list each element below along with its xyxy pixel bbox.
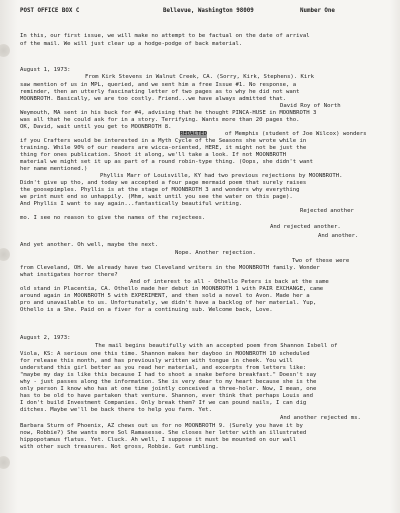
body-line: David Roy of North <box>280 103 341 109</box>
body-line: And of interest to all - Othello Peters is back at the same <box>130 279 329 285</box>
intro-line: In this, our first issue, we will make no attempt to be factual on the date of arrival <box>20 33 310 39</box>
body-line: Viola, KS: A serious one this time. Shannon makes her dayboo in MOONBROTH 10 scheduled <box>20 351 310 357</box>
header-center: Bellevue, Washington 98009 <box>163 8 254 14</box>
body-line: with other such treasures. Not gross, Robbie. Gut rumbling. <box>20 444 219 450</box>
body-line: from Cleveland, OH. We already have two Cleveland writers in the MOONBROTH family. Wonder <box>20 265 320 271</box>
punch-hole <box>0 44 10 57</box>
body-line: And another rejected ms. <box>280 415 361 421</box>
body-line: only person I know who has at one time jointly conceived a three-holer. Now, I mean, one <box>20 386 317 392</box>
redacted-name: REDACTED <box>180 131 207 137</box>
body-line: From Kirk Stevens in Walnut Creek, CA. (Sorry, Kirk, Stephens). Kirk <box>85 74 315 80</box>
body-line: hippopotamus flatus. Yet. Cluck. Ah well, I suppose it must be mounted on our wall <box>20 437 297 443</box>
body-line: Weymouth, MA sent in his buck for #4, advising that he thought PINCA-HUSE in MOONBROTH 3 <box>20 110 317 116</box>
body-line: And another. <box>318 233 359 239</box>
body-line: pro and unavailable to us. Unfortunately, we didn't have a backlog of her material. Yup, <box>20 300 317 306</box>
body-line: OK, David, wait until you get to MOONBROTH 8. <box>20 124 172 130</box>
body-line: And Phyllis I want to say again...fantastically beautiful writing. <box>20 201 243 207</box>
body-line: has to be old to have partaken that venture. Shannon, ever think that perhaps Louis and <box>20 393 313 399</box>
body-line: what instigates horror there? <box>20 272 118 278</box>
body-line: Phyllis Marr of Louisville, KY had two previous rejections by MOONBROTH. <box>100 173 343 179</box>
body-line: old stand in Placentia, CA. Othello made her debut in MOONBROTH 1 with PAIR EXCHANGE, came <box>20 286 324 292</box>
body-line: for release this month, and has previously written with tongue in cheek. You will <box>20 358 293 364</box>
body-line: "maybe my day is like this because I had to shoot a snake before breakfast." Doesn't say <box>20 372 317 378</box>
body-line: Didn't give up tho, and today we accepted a four page mermaid poem that surely raises <box>20 180 307 186</box>
body-line: around again in MOONBROTH 5 with EXPERIMENT, and then sold a novel to Avon. Made her a <box>20 293 310 299</box>
body-line: material we might set it up as part of a round robin-type thing. (Oops, she didn't want <box>20 159 313 165</box>
body-line: ditches. Maybe we'll be back there to help you farm. Yet. <box>20 407 212 413</box>
body-line: if you Crafters would be interested in a Myth Cycle of the Seasons she wrote while in <box>20 138 307 144</box>
punch-hole <box>0 248 10 261</box>
punch-hole <box>0 456 10 469</box>
body-line: Othello is a She. Paid on a fiver for a continuing sub. Welcome back, Love. <box>20 307 273 313</box>
body-line: thing for ones publication. Shoot it along, we'll take a look. If not MOONBROTH <box>20 152 287 158</box>
body-line: And rejected another. <box>270 224 341 230</box>
body-line: we print must end so unhappily. (Mhm, wait until you see the water on this page). <box>20 194 293 200</box>
body-line: understand this girl better as you read her material, and excerpts from letters like: <box>20 365 307 371</box>
body-line: Barbara Sturm of Phoenix, AZ chews out us for no MOONBROTH 9. (Surely you have it by <box>20 423 303 429</box>
body-line: MOONBROTH. Basically, we are too costly. Friend...we have always admitted that. <box>20 96 287 102</box>
body-line: training. While 90% of our readers are wicca-oriented, HERE, it might not be just the <box>20 145 307 151</box>
body-line: I don't build Investment Companies. Only break them? If we can pound nails, I can dig <box>20 400 307 406</box>
body-line: Rejected another <box>300 208 354 214</box>
body-line: And yet another. Oh well, maybe the next. <box>20 242 159 248</box>
body-line: reminder, then an utterly fascinating letter of two pages as to why he did not want <box>20 89 300 95</box>
body-line: saw mention of us in MPL, queried, and we sent him a free Issue #1. No response, a <box>20 82 297 88</box>
body-line: of Memphis (student of Joe Wilcox) wonders <box>225 131 367 137</box>
entry-date: August 1, 1973: <box>20 67 71 73</box>
body-line: mo. I see no reason to give the names of the rejectees. <box>20 215 206 221</box>
body-line: why - just passes along the information. She is very dear to my heart because she is the <box>20 379 317 385</box>
body-line: Nope. Another rejection. <box>175 250 256 256</box>
body-line: now, Robbie?) She wants more Sol Ramasesse. She closes her letter with an illustrated <box>20 430 307 436</box>
header-left: POST OFFICE BOX C <box>20 8 80 14</box>
body-line: Two of these were <box>292 258 350 264</box>
body-line: the goosepimples. Phyllis is at the stage of MOONBROTH 3 and wonders why everything <box>20 187 300 193</box>
body-line: The mail begins beautifully with an accepted poem from Shannon Isbell of <box>95 343 338 349</box>
header-right: Number One <box>300 8 335 14</box>
intro-line: of the mail. We will just clear up a hodge-podge of back material. <box>20 41 243 47</box>
body-line: was all that he could ask for in a story. Terrifying. Wants more than 20 pages tho. <box>20 117 300 123</box>
entry-date: August 2, 1973: <box>20 335 71 341</box>
body-line: her name mentioned.) <box>20 166 88 172</box>
